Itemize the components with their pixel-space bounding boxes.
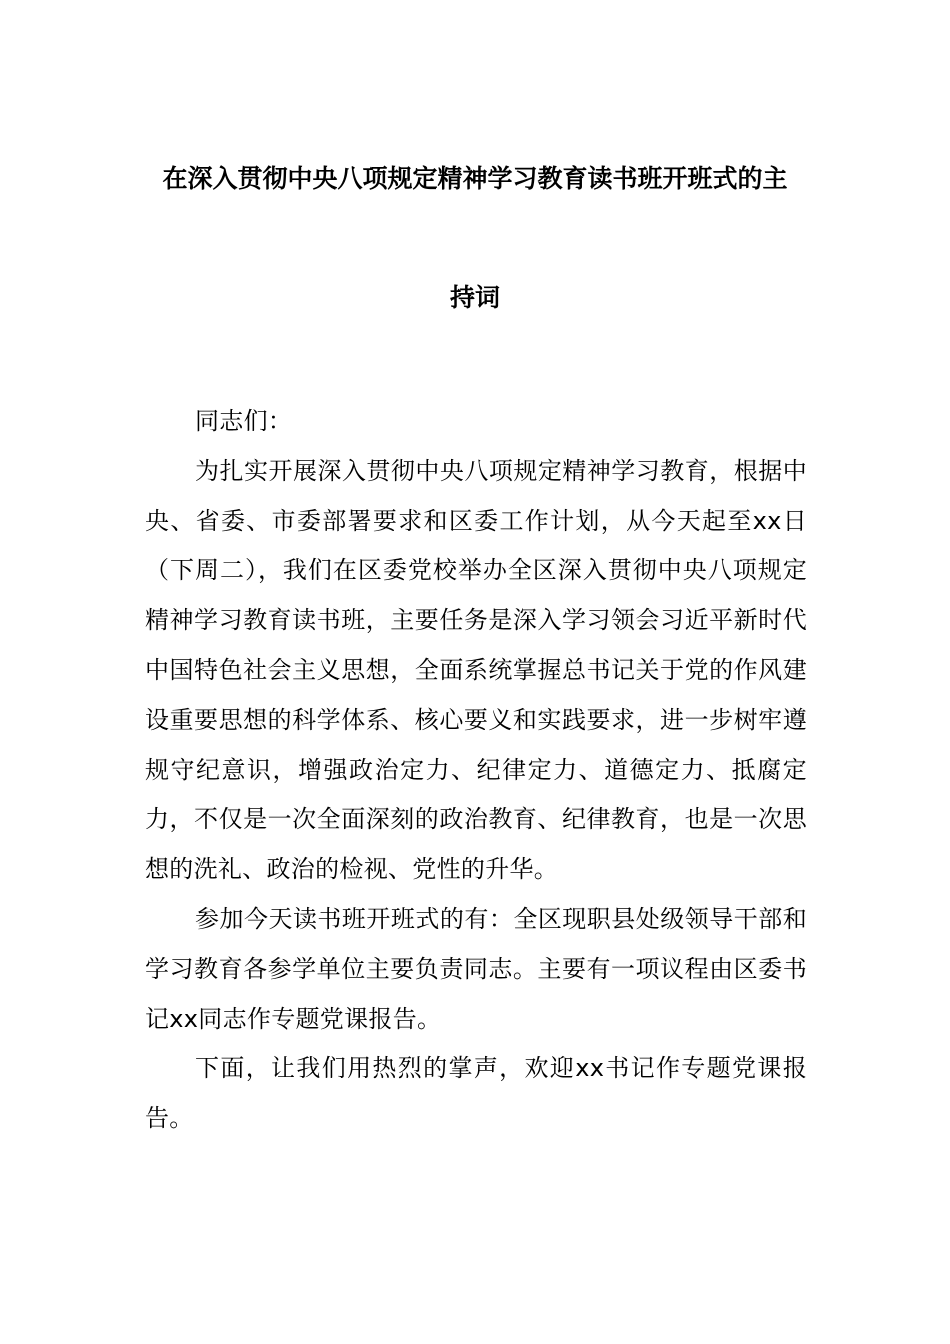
salutation: 同志们： <box>195 407 293 435</box>
paragraph-2: 参加今天读书班开班式的有：全区现职县处级领导干部和学习教育各参学单位主要负责同志。主要有一项议程由区委书记xx同志作专题党课报告。 <box>145 904 807 1033</box>
document-body <box>145 397 807 1144</box>
paragraph-3: 下面，让我们用热烈的掌声，欢迎xx书记作专题党课报告。 <box>145 1054 807 1133</box>
paragraph-1: 为扎实开展深入贯彻中央八项规定精神学习教育，根据中央、省委、市委部署要求和区委工作计划，从今天起至xx日（下周二），我们在区委党校举办全区深入贯彻中央八项规定精神学习教育读书班，主要任务是深入学习领会习近平新时代中国特色社会主义思想，全面系统掌握总书记关于党的作风建设重要思想的科学体系、核心要义和实践要求，进一步树牢遵规守纪意识，增强政治定力、纪律定力、道德定力、抵腐定力，不仅是一次全面深刻的政治教育、纪律教育，也是一次思想的洗礼、政治的检视、党性的升华。 <box>145 456 807 884</box>
document-title-line-2: 持词 <box>449 283 500 312</box>
document-title-line-1: 在深入贯彻中央八项规定精神学习教育读书班开班式的主 <box>162 164 788 193</box>
